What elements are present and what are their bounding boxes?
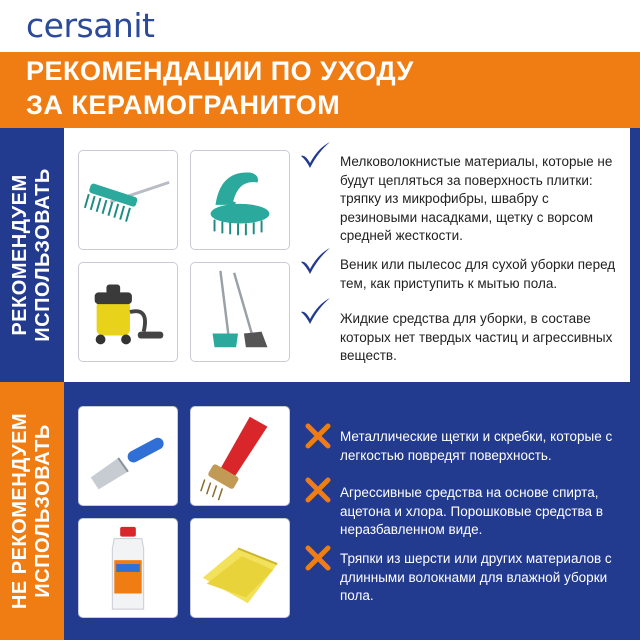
broom-dustpan-icon <box>190 262 290 362</box>
not-recommended-side-label <box>0 382 64 640</box>
page-title-line-1: РЕКОМЕНДАЦИИ ПО УХОДУ <box>26 56 414 86</box>
recommended-item-1: Мелковолокнистые материалы, которые не будут цепляться за поверхность плитки: тряпку из микрофибры, швабру с резиновыми насадками, щетку с ворсом средней жесткости. <box>340 154 613 243</box>
recommended-item-3: Жидкие средства для уборки, в составе которых нет твердых частиц и агрессивных веществ. <box>340 311 613 363</box>
wire-brush-icon <box>190 406 290 506</box>
recommended-item-2: Веник или пылесос для сухой уборки перед тем, как приступить к мытью пола. <box>340 257 616 291</box>
broom-icon <box>78 150 178 250</box>
not-recommended-item-1: Металлические щетки и скребки, которые с легкостью повредят поверхность. <box>340 429 613 463</box>
recommended-label-line-1: РЕКОМЕНДУЕМ <box>9 174 31 336</box>
scrub-brush-icon <box>190 150 290 250</box>
cross-icon <box>304 544 332 572</box>
check-icon <box>298 246 332 276</box>
scraper-icon <box>78 406 178 506</box>
header <box>0 0 640 128</box>
wool-cloth-icon <box>190 518 290 618</box>
right-accent-band <box>630 128 640 382</box>
not-recommended-section <box>0 382 640 640</box>
not-recommended-label-line-2: ИСПОЛЬЗОВАТЬ <box>32 424 54 598</box>
cross-icon <box>304 476 332 504</box>
page-title-line-2: ЗА КЕРАМОГРАНИТОМ <box>26 90 341 120</box>
solvent-bottle-icon <box>78 518 178 618</box>
vacuum-cleaner-icon <box>78 262 178 362</box>
not-recommended-label-line-1: НЕ РЕКОМЕНДУЕМ <box>9 412 31 610</box>
check-icon <box>298 296 332 326</box>
check-icon <box>298 140 332 170</box>
title-bar <box>0 52 640 128</box>
cross-icon <box>304 422 332 450</box>
recommended-label-line-2: ИСПОЛЬЗОВАТЬ <box>32 168 54 342</box>
not-recommended-item-2: Агрессивные средства на основе спирта, ацетона и хлора. Порошковые средства в неразбавленном виде. <box>340 485 603 537</box>
brand-logo: cersanit <box>26 6 155 45</box>
recommended-side-label <box>0 128 64 382</box>
not-recommended-item-3: Тряпки из шерсти или других материалов с длинными волокнами для влажной уборки пола. <box>340 551 612 603</box>
recommended-section <box>0 128 640 382</box>
